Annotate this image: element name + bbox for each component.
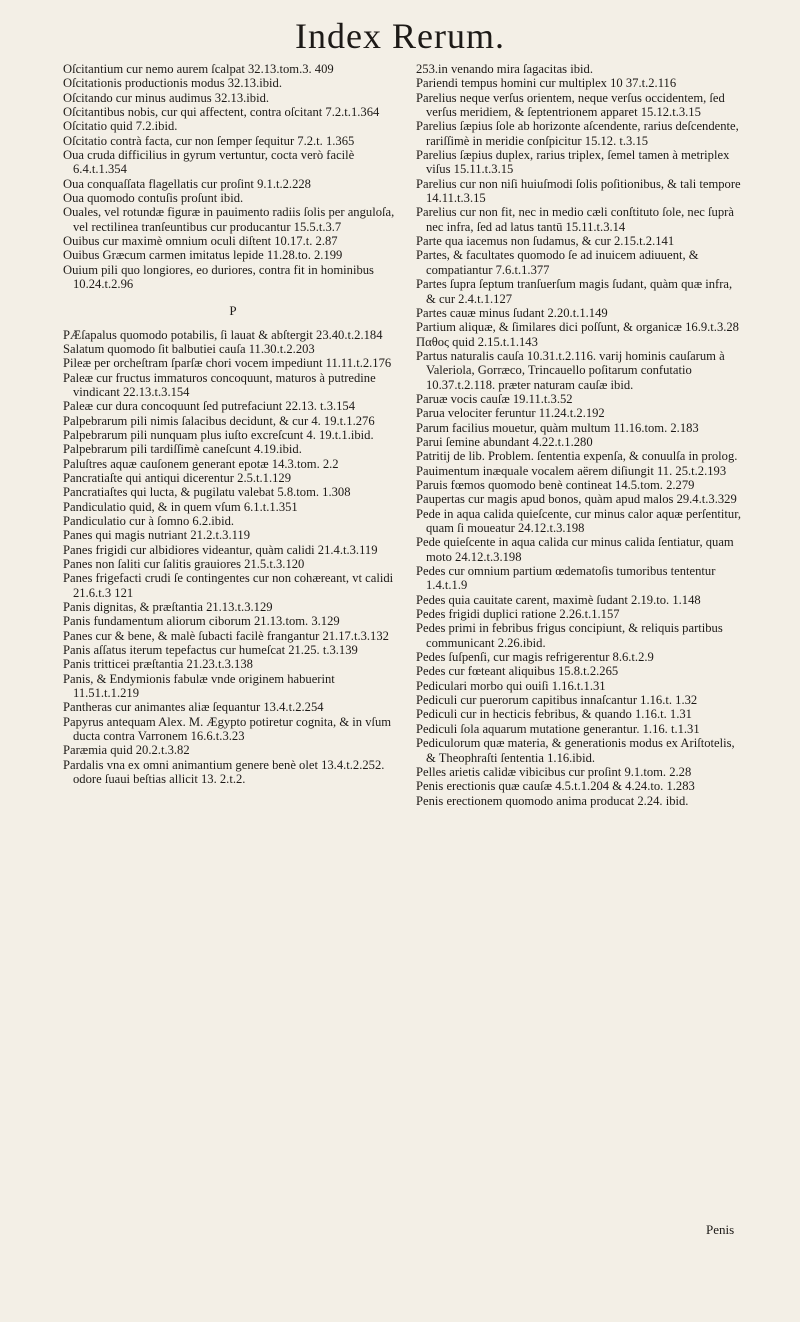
index-entry: Oſcitantium cur nemo aurem ſcalpat 32.13.tom.3. 409 (63, 62, 334, 76)
index-entry: Paleæ cur fructus immaturos concoquunt, maturos à putredine vindicant 22.13.t.3.154 (63, 370, 376, 399)
index-entry: Panis tritticei præſtantia 21.23.t.3.138 (63, 657, 253, 672)
index-entry: Oſcitantibus nobis, cur qui affectent, contra oſcitant 7.2.t.1.364 (63, 105, 380, 120)
index-entry: Pediculi cur in hecticis febribus, & quando 1.16.t. 1.31 (416, 707, 692, 722)
index-entry: Pedes cur omnium partium œdematoſis tumoribus tententur 1.4.t.1.9 (416, 564, 716, 593)
index-entry: Panis, & Endymionis fabulæ vnde originem habuerint 11.51.t.1.219 (63, 671, 335, 701)
index-entry: Oua cruda difficilius in gyrum vertuntur, cocta verò facilè 6.4.t.1.354 (63, 148, 355, 177)
index-entry: Pedes frigidi duplici ratione 2.26.t.1.157 (416, 607, 620, 622)
index-entry: Oſcitatio contrà facta, cur non ſemper ſequitur 7.2.t. 1.365 (63, 133, 355, 148)
index-entry: Pedes primi in febribus frigus concipiunt, & reliquis partibus communicant 2.26.ibid. (416, 621, 723, 650)
index-entry: Palpebrarum pili tardiſſimè caneſcunt 4.19.ibid. (63, 442, 302, 457)
index-entry: Paruis fœmos quomodo benè contineat 14.5.tom. 2.279 (416, 477, 695, 492)
index-entry: Paupertas cur magis apud bonos, quàm apud malos 29.4.t.3.329 (416, 492, 737, 507)
index-entry: Paræmia quid 20.2.t.3.82 (63, 743, 190, 758)
index-entry: Papyrus antequam Alex. M. Ægypto potiretur cognita, & in vſum ducta contra Varronem 16.6.t.3.23 (63, 714, 392, 744)
index-entry: Pediculorum quæ materia, & generationis modus ex Ariſtotelis, & Theophraſti ſententia 1.16.ibid. (416, 736, 735, 765)
index-entry: Paruæ vocis cauſæ 19.11.t.3.52 (416, 391, 573, 406)
index-entry: Ouium pili quo longiores, eo duriores, contra fit in hominibus 10.24.t.2.96 (63, 262, 374, 292)
index-entry: Parelius cur non fit, nec in medio cæli conſtituto ſole, nec ſuprà nec infra, ſed ad latus tantū 15.11.t.3.14 (416, 205, 734, 234)
index-entry: Patritij de lib. Problem. ſententia expenſa, & conuulſa in prolog. (416, 449, 738, 464)
index-entry: Ouales, vel rotundæ figuræ in pauimento radiis ſolis per anguloſa, vel rectilinea tranſeuntibus cur producantur 15.5.t.3.7 (63, 205, 395, 234)
index-entry: Partus naturalis cauſa 10.31.t.2.116. varij hominis cauſarum à Valeriola, Gorræco, Trincauello poſitarum confutatio 10.37.t.2.118. præter naturam cauſæ ibid. (416, 348, 725, 392)
index-entry: Pancratiaſtes qui lucta, & pugilatu valebat 5.8.tom. 1.308 (63, 485, 351, 500)
index-entry: Parui ſemine abundant 4.22.t.1.280 (416, 434, 593, 449)
index-entry: Panes non ſaliti cur ſalitis grauiores 21.5.t.3.120 (63, 557, 305, 571)
index-entry: Pede in aqua calida quieſcente, cur minus calor aquæ perſentitur, quam ſi moueatur 24.12.t.3.198 (416, 506, 742, 535)
index-entry: Pede quieſcente in aqua calida cur minus calida ſentiatur, quam moto 24.12.t.3.198 (416, 535, 734, 564)
index-entry: Partes cauæ minus ſudant 2.20.t.1.149 (416, 305, 608, 320)
p-entries (63, 328, 403, 787)
index-entry: Panis dignitas, & præſtantia 21.13.t.3.129 (63, 600, 273, 615)
index-entry: Pantheras cur animantes aliæ ſequantur 13.4.t.2.254 (63, 700, 324, 715)
index-entry: Pancratiaſte qui antiqui dicerentur 2.5.t.1.129 (63, 470, 292, 485)
index-entry: Pedes cur fœteant aliquibus 15.8.t.2.265 (416, 664, 619, 679)
index-entry: Pandiculatio quid, & in quem vſum 6.1.t.1.351 (63, 499, 298, 514)
index-entry: Pileæ per orcheſtram ſparſæ chori vocem impediunt 11.11.t.2.176 (63, 356, 392, 371)
index-entry: Penis erectionis quæ cauſæ 4.5.t.1.204 & 4.24.to. 1.283 (416, 779, 695, 794)
index-entry: Parelius ſæpius duplex, rarius triplex, ſemel tamen à metriplex viſus 15.11.t.3.15 (416, 148, 730, 177)
page-title: Index Rerum. (295, 16, 505, 56)
index-entry: Palpebrarum pili nimis ſalacibus decidunt, & cur 4. 19.t.1.276 (63, 413, 375, 428)
index-entry: Panes cur & bene, & malè ſubacti facilè frangantur 21.17.t.3.132 (63, 628, 389, 643)
index-entry: Oua quomodo contuſis proſunt ibid. (63, 191, 244, 206)
index-entry: Paluſtres aquæ cauſonem generant epotæ 14.3.tom. 2.2 (63, 456, 339, 471)
index-entry: Parte qua iacemus non ſudamus, & cur 2.15.t.2.141 (416, 234, 675, 249)
index-entry: Pedes ſuſpenſi, cur magis refrigerentur 8.6.t.2.9 (416, 650, 654, 665)
index-entry: Parelius cur non niſi huiuſmodi ſolis poſitionibus, & tali tempore 14.11.t.3.15 (416, 176, 741, 206)
index-entry: Parum facilius mouetur, quàm multum 11.16.tom. 2.183 (416, 420, 699, 435)
index-entry: 253.in venando mira ſagacitas ibid. (416, 62, 593, 76)
index-entry: Palpebrarum pili nunquam plus iuſto excreſcunt 4. 19.t.1.ibid. (63, 427, 374, 442)
index-entry: Paleæ cur dura concoquunt ſed putrefaciunt 22.13. t.3.154 (63, 399, 356, 414)
index-entry: Penis erectionem quomodo anima producat 2.24. ibid. (416, 793, 689, 808)
index-entry: Panis fundamentum aliorum ciborum 21.13.tom. 3.129 (63, 614, 340, 629)
section-letter: P (229, 302, 237, 318)
left-column (63, 62, 403, 787)
index-entry: Oſcitationis productionis modus 32.13.ibid. (63, 76, 282, 91)
index-entry: Pediculari morbo qui ouiſi 1.16.t.1.31 (416, 678, 606, 693)
index-entry: Pediculi cur puerorum capitibus innaſcantur 1.16.t. 1.32 (416, 693, 698, 708)
index-entry: Παθος quid 2.15.t.1.143 (416, 334, 538, 349)
catchword: Penis (706, 1222, 735, 1237)
index-entry: Partes, & facultates quomodo ſe ad inuicem adiuuent, & compatiantur 7.6.t.1.377 (416, 248, 699, 277)
index-entry: Ouibus Græcum carmen imitatus lepide 11.28.to. 2.199 (63, 248, 343, 263)
index-entry: Parelius ſæpius ſole ab horizonte aſcendente, rarius deſcendente, rariſſimè in meridie conſpicitur 15.12. t.3.15 (416, 119, 739, 148)
index-entry: Ouibus cur maximè omnium oculi diſtent 10.17.t. 2.87 (63, 234, 338, 249)
index-entry: Oua conquaſſata flagellatis cur proſint 9.1.t.2.228 (63, 176, 311, 191)
index-entry: Parua velociter feruntur 11.24.t.2.192 (416, 406, 605, 421)
index-entry: Panes frigidi cur albidiores videantur, quàm calidi 21.4.t.3.119 (63, 542, 378, 557)
index-entry: Partes ſupra ſeptum tranſuerſum magis ſudant, quàm quæ infra, & cur 2.4.t.1.127 (416, 277, 733, 306)
o-entries (63, 62, 403, 292)
index-entry: Pariendi tempus homini cur multiplex 10 37.t.2.116 (416, 76, 677, 91)
index-entry: PÆſapalus quomodo potabilis, ſi lauat & abſtergit 23.40.t.2.184 (63, 327, 383, 342)
index-entry: Panis aſſatus iterum tepefactus cur humeſcat 21.25. t.3.139 (63, 643, 358, 658)
index-entry: Panes frigefacti crudi ſe contingentes cur non cohæreant, vt calidi 21.6.t.3 121 (63, 571, 394, 600)
right-entries (416, 62, 744, 808)
index-entry: Pediculi ſola aquarum mutatione generantur. 1.16. t.1.31 (416, 721, 700, 736)
index-entry: Pardalis vna ex omni animantium genere benè olet 13.4.t.2.252. odore ſuaui beſtias allicit 13. 2.t.2. (63, 757, 385, 787)
index-entry: Pelles arietis calidæ vibicibus cur proſint 9.1.tom. 2.28 (416, 764, 692, 779)
index-entry: Partium aliquæ, & ſimilares dici poſſunt, & organicæ 16.9.t.3.28 (416, 320, 739, 335)
index-entry: Pedes quia cauitate carent, maximè ſudant 2.19.to. 1.148 (416, 592, 701, 607)
index-entry: Oſcitando cur minus audimus 32.13.ibid. (63, 90, 270, 105)
index-entry: Oſcitatio quid 7.2.ibid. (63, 119, 178, 134)
right-column (416, 62, 744, 808)
index-entry: Panes qui magis nutriant 21.2.t.3.119 (63, 528, 251, 543)
index-entry: Pauimentum inæquale vocalem aërem diſiungit 11. 25.t.2.193 (416, 463, 727, 478)
index-entry: Pandiculatio cur à ſomno 6.2.ibid. (63, 513, 235, 528)
index-entry: Parelius neque verſus orientem, neque verſus occidentem, ſed verſus meridiem, & ſeptentrionem apparet 15.12.t.3.15 (416, 90, 725, 120)
index-entry: Salatum quomodo ſit balbutiei cauſa 11.30.t.2.203 (63, 341, 315, 356)
